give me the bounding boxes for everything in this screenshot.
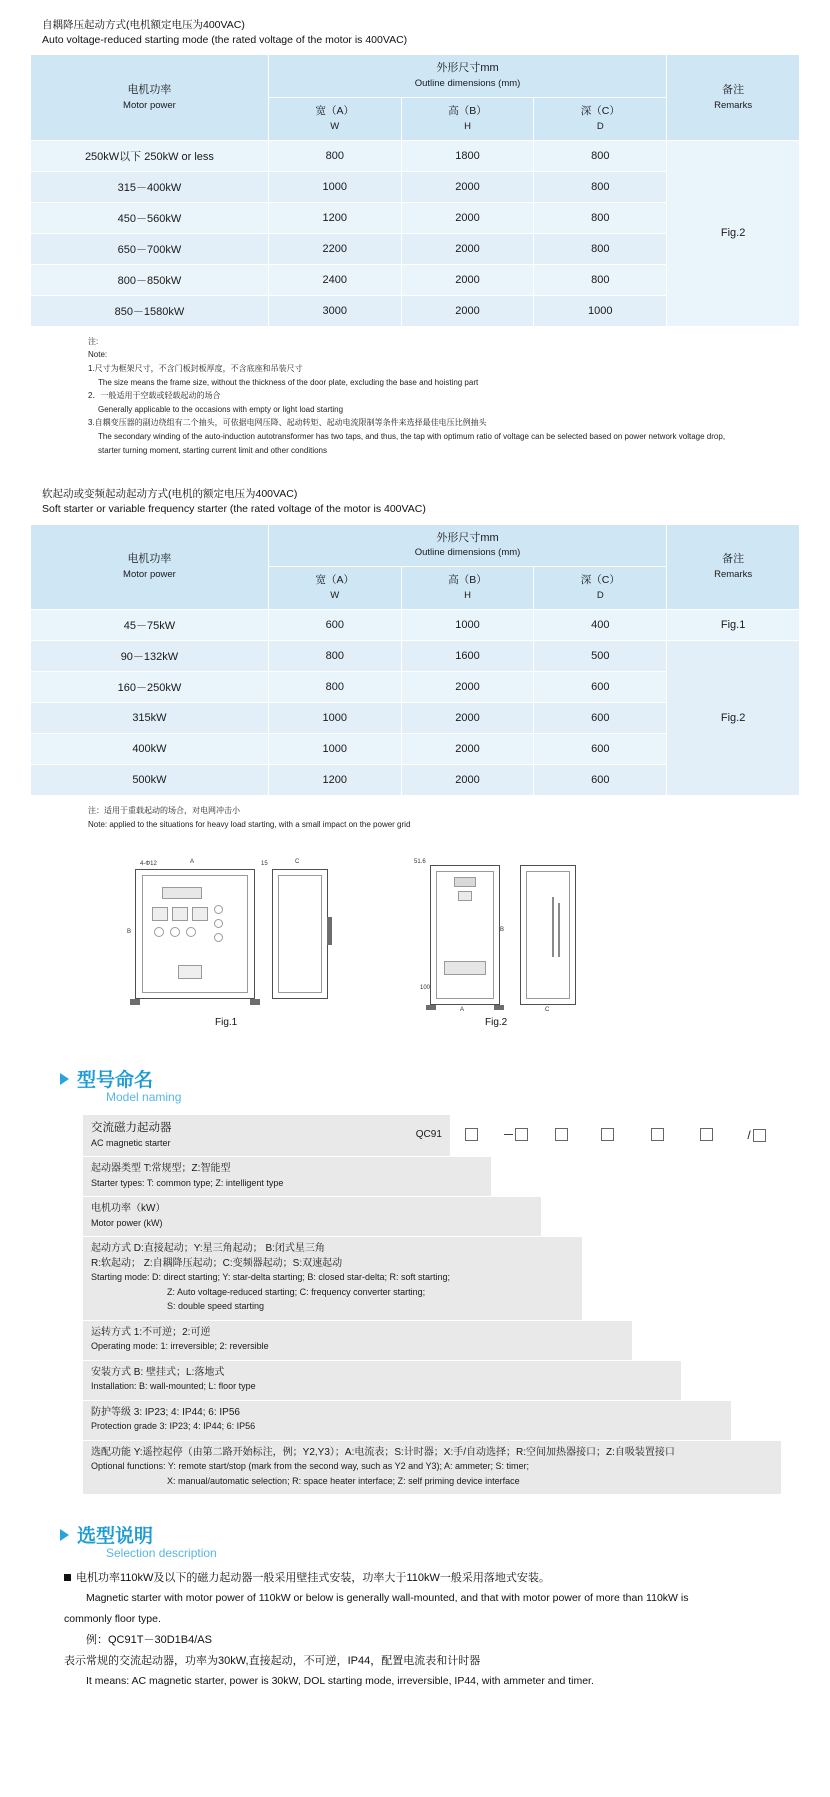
installation-cn: 安装方式 B: 壁挂式；L:落地式 [91, 1366, 225, 1378]
notes-title-cn: 注: [88, 336, 99, 346]
selection-body [64, 1568, 824, 1691]
code-square-icon [601, 1128, 614, 1141]
product-code: QC91 [415, 1129, 442, 1141]
naming-cell-installation [83, 1360, 682, 1400]
cell-width: 1200 [268, 202, 401, 233]
cell-remarks: Fig.2 [667, 140, 800, 326]
naming-spacer [582, 1237, 781, 1321]
naming-spacer [682, 1360, 782, 1400]
code-square-icon [465, 1128, 478, 1141]
naming-cell-starter-type [83, 1157, 492, 1197]
naming-row-starter-type [83, 1157, 782, 1197]
cell-power: 160－250kW [31, 671, 269, 702]
model-naming-title-en: Model naming [106, 1090, 182, 1105]
starter-type-en: Starter types: T: common type; Z: intelligent type [91, 1177, 284, 1188]
code-box-4 [582, 1115, 632, 1157]
cell-power: 650－700kW [31, 233, 269, 264]
product-name-cn: 交流磁力起动器 [91, 1122, 172, 1135]
fig2-foot-left [426, 1005, 436, 1010]
drawings-area [30, 857, 800, 1047]
fig1-label: Fig.1 [215, 1017, 238, 1029]
naming-product-cell [83, 1115, 451, 1157]
code-square-icon [555, 1128, 568, 1141]
fig1-hinge [327, 917, 332, 945]
cell-width: 800 [268, 671, 401, 702]
fig2-label: Fig.2 [485, 1017, 508, 1029]
cell-power: 500kW [31, 764, 269, 795]
cell-power: 450－560kW [31, 202, 269, 233]
note1-en: The size means the frame size, without the thickness of the door plate, excluding the base and hoisting part [98, 377, 479, 387]
starter-type-cn: 起动器类型 T:常规型；Z:智能型 [91, 1163, 231, 1175]
cell-width: 600 [268, 609, 401, 640]
cell-height: 2000 [401, 764, 534, 795]
dim-A-fig2: A [460, 1007, 465, 1014]
cell-depth: 600 [534, 671, 667, 702]
section1-caption [42, 18, 800, 48]
cell-width: 800 [268, 640, 401, 671]
cell-depth: 800 [534, 202, 667, 233]
model-naming-heading [60, 1065, 800, 1104]
selection-p1-cn: 电机功率110kW及以下的磁力起动器一般采用壁挂式安装，功率大于110kW一般采用落地式安装。 [76, 1572, 550, 1585]
code-box-2 [492, 1115, 542, 1157]
table-header-row [31, 55, 800, 98]
cell-depth: 400 [534, 609, 667, 640]
product-name-en: AC magnetic starter [91, 1137, 171, 1148]
square-bullet-icon [64, 1574, 71, 1581]
cell-height: 1800 [401, 140, 534, 171]
starting-mode-en: Starting mode: D: direct starting; Y: star-delta starting; B: closed star-delta; R: soft starting; [91, 1272, 450, 1283]
section2-caption-en: Soft starter or variable frequency starter (the rated voltage of the motor is 400VAC) [42, 503, 426, 516]
model-naming-title-cn: 型号命名 [77, 1070, 154, 1092]
note3-en2: starter turning moment, starting current limit and other conditions [98, 445, 327, 455]
cell-power: 90－132kW [31, 640, 269, 671]
cell-width: 2400 [268, 264, 401, 295]
cell-height: 2000 [401, 702, 534, 733]
naming-row-operating-mode [83, 1320, 782, 1360]
cell-power: 400kW [31, 733, 269, 764]
note3-en: The secondary winding of the auto-induction autotransformer has two taps, and thus, the tap with optimum ratio of voltage can be selected based on power network voltage drop, [98, 431, 726, 441]
dim-100-fig2: 100 [420, 985, 431, 992]
cell-height: 1600 [401, 640, 534, 671]
section1-table [30, 54, 800, 326]
operating-mode-cn: 运转方式 1:不可逆；2:可逆 [91, 1326, 211, 1338]
header-depth: 深（C） D [534, 567, 667, 610]
table-row [31, 640, 800, 671]
code-box-7 [732, 1115, 782, 1157]
section1-caption-en: Auto voltage-reduced starting mode (the rated voltage of the motor is 400VAC) [42, 34, 408, 47]
section1-notes [88, 335, 800, 457]
table-row [31, 609, 800, 640]
fig2-meter [458, 891, 472, 901]
slash-separator: / [747, 1128, 751, 1143]
dim-phi-fig1: 4-Φ12 [140, 861, 157, 868]
naming-row-motor-power [83, 1197, 782, 1237]
triangle-bullet-icon [60, 1073, 69, 1085]
fig1-meter-2 [172, 907, 188, 921]
cell-height: 2000 [401, 171, 534, 202]
code-box-5 [632, 1115, 682, 1157]
note3-cn: 3.自耦变压器的副边绕组有二个抽头，可依据电网压降、起动转矩、起动电流限制等条件来选择最佳电压比例抽头 [88, 418, 487, 428]
dash-icon [504, 1134, 513, 1135]
cell-width: 1000 [268, 171, 401, 202]
cell-height: 2000 [401, 671, 534, 702]
cell-width: 1000 [268, 702, 401, 733]
header-outline-dims: 外形尺寸mm Outline dimensions (mm) [268, 524, 666, 567]
motor-power-cn: 电机功率（kW） [91, 1203, 166, 1215]
section2-note-en: Note: applied to the situations for heavy load starting, with a small impact on the power grid [88, 819, 411, 829]
naming-spacer [492, 1157, 782, 1197]
section2-table [30, 524, 800, 796]
code-square-icon [753, 1129, 766, 1142]
naming-cell-operating-mode [83, 1320, 633, 1360]
naming-cell-motor-power [83, 1197, 542, 1237]
cell-power: 315kW [31, 702, 269, 733]
fig2-side-inner [526, 871, 570, 999]
starting-mode-cn: 起动方式 D:直接起动；Y:星三角起动； B:闭式星三角 [91, 1243, 325, 1255]
notes-title-en: Note: [88, 350, 108, 360]
protection-grade-cn: 防护等级 3: IP23; 4: IP44; 6: IP56 [91, 1406, 240, 1418]
dim-C-fig1: C [295, 859, 300, 866]
fig1-meter-1 [152, 907, 168, 921]
note2-en: Generally applicable to the occasions with empty or light load starting [98, 404, 344, 414]
selection-title-en: Selection description [106, 1546, 217, 1561]
selection-p1-en2: commonly floor type. [64, 1613, 161, 1626]
optional-functions-cn: 选配功能 Y:遥控起停（由第二路开始标注，例；Y2,Y3）；A:电流表；S:计时器；X:手/自动选择；R:空间加热器接口；Z:自吸装置接口 [91, 1446, 675, 1458]
starting-mode-en2: Z: Auto voltage-reduced starting; C: frequency converter starting; [167, 1286, 426, 1297]
cell-depth: 1000 [534, 295, 667, 326]
selection-heading [60, 1521, 800, 1560]
header-width: 宽（A） W [268, 98, 401, 141]
cell-remarks: Fig.2 [667, 640, 800, 795]
dim-B-fig2: B [500, 927, 505, 934]
header-depth: 深（C） D [534, 98, 667, 141]
naming-row-protection-grade [83, 1400, 782, 1440]
header-remarks: 备注 Remarks [667, 55, 800, 140]
section1-caption-cn: 自耦降压起动方式(电机额定电压为400VAC) [42, 19, 245, 31]
model-naming-table [82, 1114, 782, 1495]
cell-depth: 500 [534, 640, 667, 671]
header-motor-power: 电机功率 Motor power [31, 524, 269, 609]
cell-depth: 600 [534, 764, 667, 795]
code-square-icon [700, 1128, 713, 1141]
starting-mode-en3: S: double speed starting [167, 1301, 265, 1312]
installation-en: Installation: B: wall-mounted; L: floor type [91, 1381, 256, 1392]
protection-grade-en: Protection grade 3: IP23; 4: IP44; 6: IP56 [91, 1421, 256, 1432]
header-width: 宽（A） W [268, 567, 401, 610]
cell-depth: 800 [534, 171, 667, 202]
table-header-row [31, 524, 800, 567]
section2-caption [42, 487, 800, 517]
cell-power: 45－75kW [31, 609, 269, 640]
cell-height: 2000 [401, 233, 534, 264]
header-height: 高（B） H [401, 567, 534, 610]
cell-power: 315－400kW [31, 171, 269, 202]
naming-row-installation [83, 1360, 782, 1400]
cell-height: 2000 [401, 202, 534, 233]
section2-note [88, 804, 800, 831]
naming-cell-starting-mode [83, 1237, 583, 1321]
selection-p2-cn2: 表示常规的交流起动器，功率为30kW,直接起动，不可逆，IP44，配置电流表和计时器 [64, 1654, 481, 1667]
cell-width: 800 [268, 140, 401, 171]
header-motor-power: 电机功率 Motor power [31, 55, 269, 140]
cell-height: 2000 [401, 733, 534, 764]
selection-title-cn: 选型说明 [77, 1526, 154, 1548]
code-box-6 [682, 1115, 732, 1157]
code-square-icon [651, 1128, 664, 1141]
naming-cell-protection-grade [83, 1400, 732, 1440]
cell-width: 3000 [268, 295, 401, 326]
naming-spacer [732, 1400, 782, 1440]
starting-mode-cn2: R:软起动； Z:自耦降压起动；C:变频器起动；S:双速起动 [91, 1257, 343, 1269]
cell-depth: 600 [534, 733, 667, 764]
cell-height: 2000 [401, 264, 534, 295]
note1-cn: 1.尺寸为框架尺寸，不含门板封板厚度，不含底座和吊装尺寸 [88, 364, 303, 373]
cell-depth: 800 [534, 233, 667, 264]
fig2-side-line-1 [552, 897, 554, 957]
dim-A-fig1: A [190, 859, 195, 866]
dim-15-fig1: 15 [261, 861, 268, 868]
motor-power-en: Motor power (kW) [91, 1217, 163, 1228]
fig2-foot-right [494, 1005, 504, 1010]
fig1-side-inner [278, 875, 322, 993]
cell-remarks: Fig.1 [667, 609, 800, 640]
note2-cn: 2．一般适用于空载或轻载起动的场合 [88, 391, 221, 401]
cell-depth: 800 [534, 140, 667, 171]
dim-B-fig1: B [127, 929, 132, 936]
cell-width: 1000 [268, 733, 401, 764]
triangle-bullet-icon [60, 1529, 69, 1541]
fig1-foot-left [130, 999, 140, 1005]
selection-p2-en: It means: AC magnetic starter, power is 30kW, DOL starting mode, irreversible, IP44, with ammeter and timer. [86, 1674, 594, 1687]
table-row [31, 140, 800, 171]
naming-code-row [83, 1115, 782, 1157]
fig1-meter-3 [192, 907, 208, 921]
header-height: 高（B） H [401, 98, 534, 141]
optional-functions-en: Optional functions: Y: remote start/stop (mark from the second way, such as Y2 and Y3); A: ammeter; S: timer; [91, 1461, 530, 1472]
code-square-icon [515, 1128, 528, 1141]
naming-spacer [632, 1320, 781, 1360]
operating-mode-en: Operating mode: 1: irreversible; 2: reversible [91, 1341, 269, 1352]
cell-width: 1200 [268, 764, 401, 795]
cell-depth: 600 [534, 702, 667, 733]
fig1-foot-right [250, 999, 260, 1005]
selection-p2-cn: 例：QC91T－30D1B4/AS [86, 1634, 212, 1647]
naming-row-optional-functions [83, 1440, 782, 1495]
fig2-top-panel [454, 877, 476, 887]
selection-p1-en: Magnetic starter with motor power of 110kW or below is generally wall-mounted, and that with motor power of more than 110kW is [86, 1592, 689, 1605]
naming-cell-optional-functions [83, 1440, 782, 1495]
header-remarks: 备注 Remarks [667, 524, 800, 609]
cell-height: 2000 [401, 295, 534, 326]
dim-516-fig2: 51.6 [414, 859, 426, 866]
code-box-3 [541, 1115, 582, 1157]
optional-functions-en2: X: manual/automatic selection; R: space heater interface; Z: self priming device interface [167, 1475, 520, 1486]
cell-height: 1000 [401, 609, 534, 640]
section2-caption-cn: 软起动或变频起动起动方式(电机的额定电压为400VAC) [42, 488, 298, 501]
naming-spacer [541, 1197, 781, 1237]
cell-power: 850－1580kW [31, 295, 269, 326]
code-box-1 [450, 1115, 491, 1157]
cell-power: 800－850kW [31, 264, 269, 295]
header-outline-dims: 外形尺寸mm Outline dimensions (mm) [268, 55, 666, 98]
fig1-nameplate [178, 965, 202, 979]
dim-C-fig2: C [545, 1007, 550, 1014]
section2-note-cn: 注：适用于重载起动的场合，对电网冲击小 [88, 805, 240, 815]
cell-power: 250kW以下 250kW or less [31, 140, 269, 171]
cell-depth: 800 [534, 264, 667, 295]
naming-row-starting-mode [83, 1237, 782, 1321]
fig2-nameplate [444, 961, 486, 975]
fig2-side-line-2 [558, 903, 560, 957]
fig1-display [162, 887, 202, 899]
cell-width: 2200 [268, 233, 401, 264]
